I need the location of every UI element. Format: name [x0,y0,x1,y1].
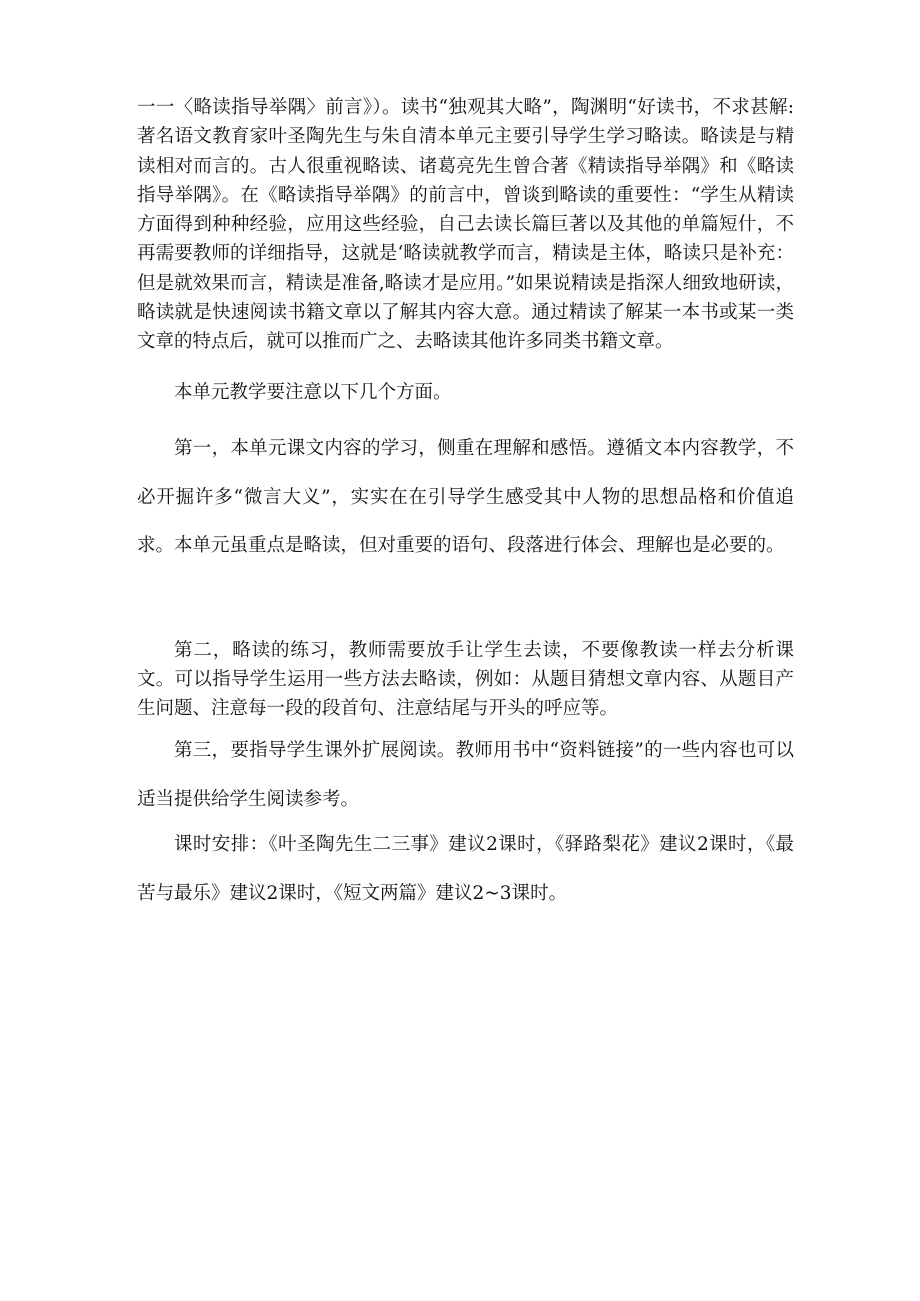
paragraph-point-one: 第一，本单元课文内容的学习，侧重在理解和感悟。遵循文本内容教学，不必开掘许多“微言大义”，实实在在引导学生感受其中人物的思想品格和价值追求。本单元虽重点是略读，但对重要的语句、段落进行体会、理解也是必要的。 [137,438,794,556]
paragraph-aspects-heading: 本单元教学要注意以下几个方面。 [174,382,452,403]
paragraph-point-two: 第二，略读的练习，教师需要放手让学生去读，不要像教读一样去分析课文。可以指导学生运用一些方法去略读，例如：从题目猜想文章内容、从题目产生问题、注意每一段的段首句、注意结尾与开头的呼应等。 [137,640,794,719]
paragraph-schedule: 课时安排：《叶圣陶先生二三事》建议2课时，《驿路梨花》建议2课时，《最苦与最乐》建议2课时，《短文两篇》建议2~3课时。 [137,834,794,904]
paragraph-intro: 一一〈略读指导举隅〉前言》）。读书“独观其大略”，陶渊明“好读书，不求甚解:著名语文教育家叶圣陶先生与朱自清本单元主要引导学生学习略读。略读是与精读相对而言的。古人很重视略读、诸葛亮先生曾合著《精读指导举隅》和《略读指导举隅》。在《略读指导举隅》的前言中，曾谈到略读的重要性：“学生从精读方面得到种种经验，应用这些经验，自己去读长篇巨著以及其他的单篇短什，不再需要教师的详细指导，这就是‘略读就教学而言，精读是主体，略读只是补充：但是就效果而言，精读是准备,略读才是应用。”如果说精读是指深人细致地研读，略读就是快速阅读书籍文章以了解其内容大意。通过精读了解某一本书或某一类文章的特点后，就可以推而广之、去略读其他许多同类书籍文章。 [137,97,794,353]
paragraph-point-three: 第三，要指导学生课外扩展阅读。教师用书中“资料链接”的一些内容也可以适当提供给学生阅读参考。 [137,740,794,810]
